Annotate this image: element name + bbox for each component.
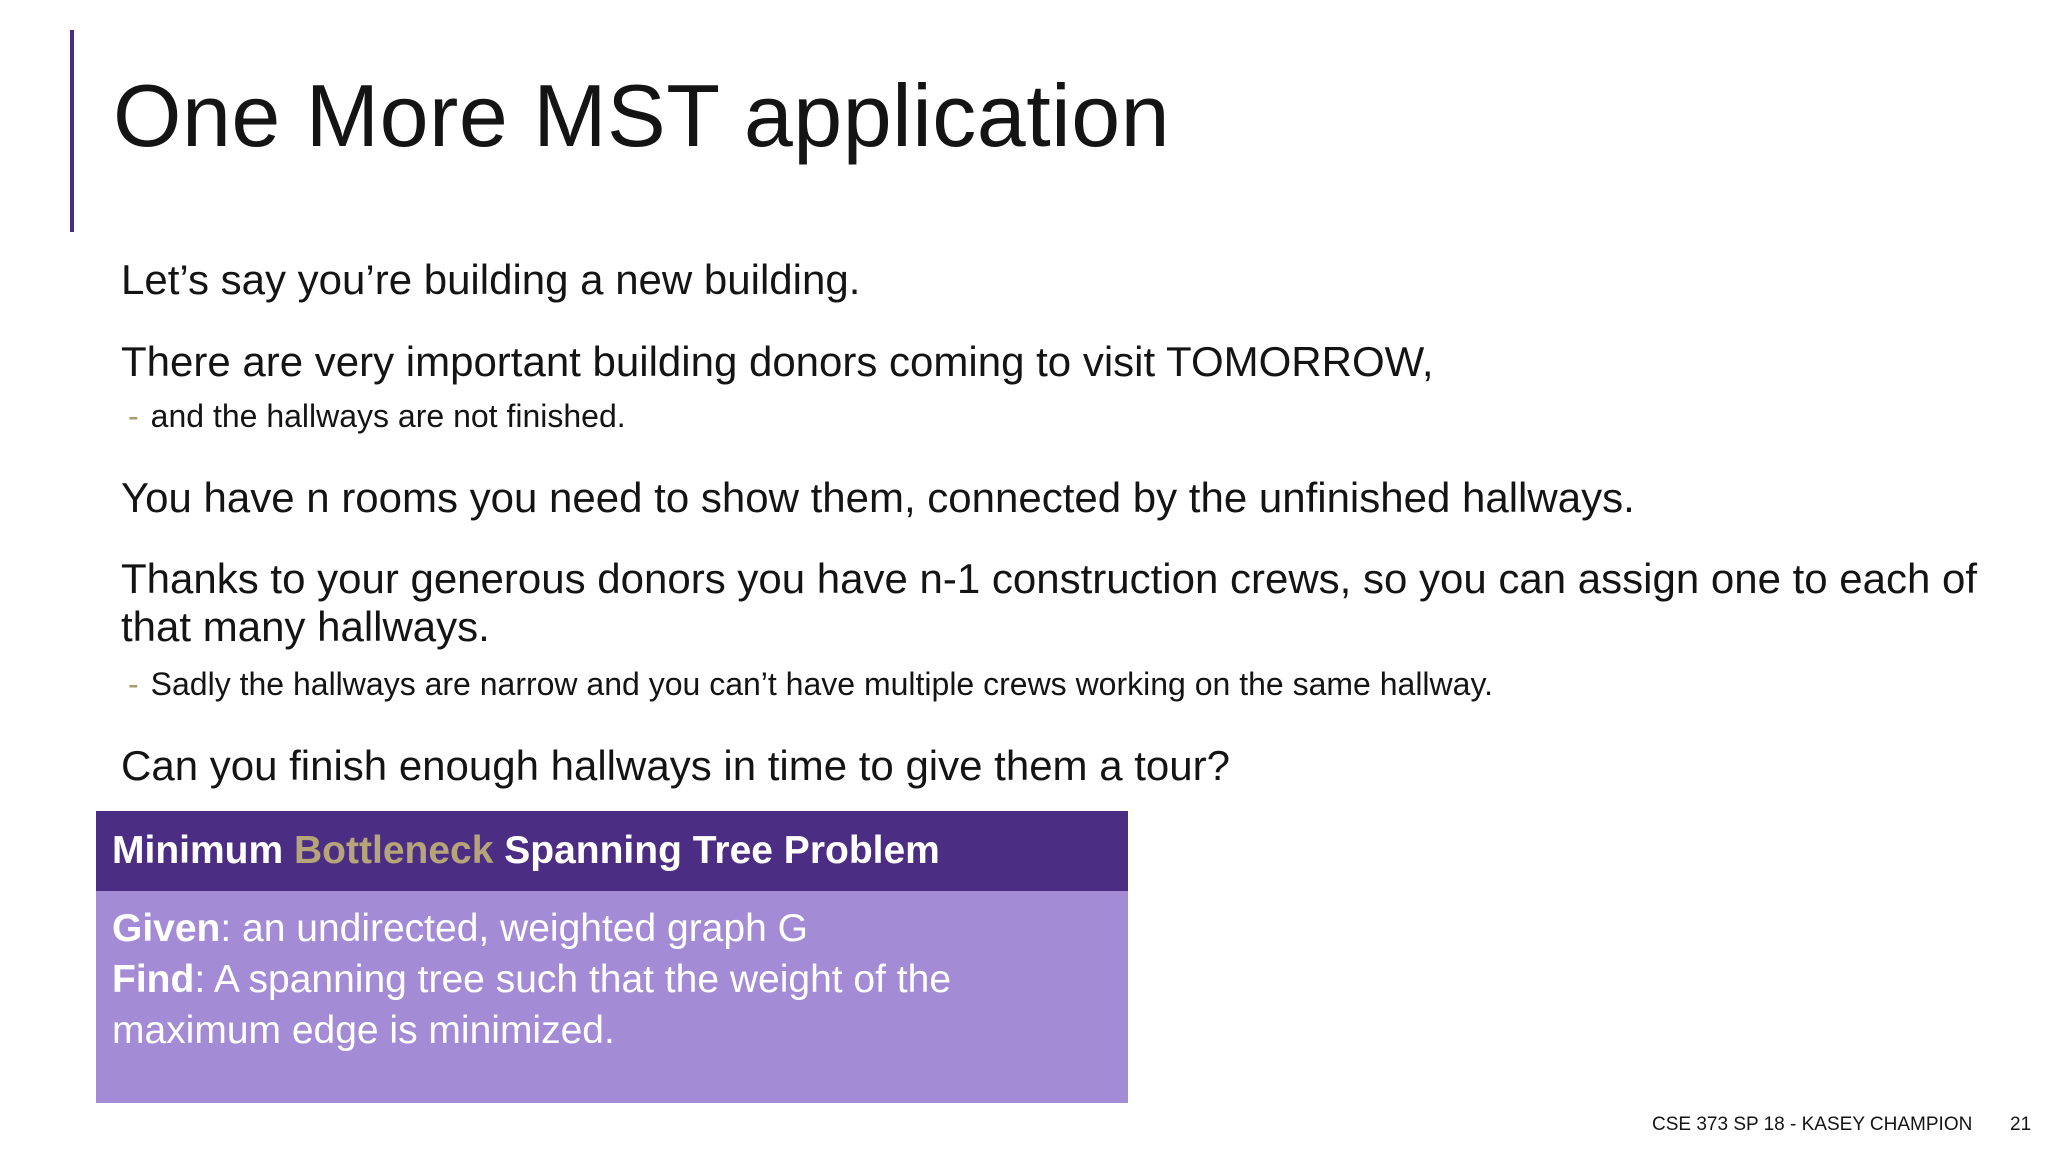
bullet-tour-question: Can you finish enough hallways in time to give them a tour?	[121, 742, 1230, 789]
bullet-building: Let’s say you’re building a new building.	[121, 256, 861, 303]
problem-definition-box	[96, 811, 1128, 1103]
bullet-donors: There are very important building donors coming to visit TOMORROW,	[121, 338, 1434, 385]
find-line	[112, 954, 1112, 1056]
title-accent-bar	[70, 30, 74, 232]
slide-title: One More MST application	[113, 66, 1171, 165]
footer-course: CSE 373 SP 18 - KASEY CHAMPION	[1652, 1114, 1973, 1135]
find-text: : A spanning tree such that the weight of the maximum edge is minimized.	[112, 958, 952, 1052]
problem-title-part3: Spanning Tree Problem	[504, 829, 940, 872]
dash-marker: -	[128, 398, 139, 434]
dash-marker: -	[128, 666, 139, 702]
bullet-crews: Thanks to your generous donors you have n-1 construction crews, so you can assign one to each of that many hallways.	[121, 555, 1978, 650]
sub-bullet-narrow-hallways	[128, 665, 1493, 703]
problem-title	[96, 811, 1128, 891]
sub-bullet-text: and the hallways are not finished.	[150, 398, 626, 434]
problem-body	[96, 891, 1128, 1103]
sub-bullet-text: Sadly the hallways are narrow and you can’t have multiple crews working on the same hallway.	[150, 666, 1493, 702]
sub-bullet-hallways-unfinished	[128, 397, 626, 435]
find-label: Find	[112, 958, 195, 1001]
given-label: Given	[112, 907, 221, 950]
problem-title-part1: Minimum	[112, 829, 284, 872]
problem-title-highlight: Bottleneck	[294, 829, 494, 872]
bullet-rooms: You have n rooms you need to show them, connected by the unfinished hallways.	[121, 474, 1635, 521]
page-number: 21	[2010, 1114, 2032, 1135]
given-text: : an undirected, weighted graph G	[220, 907, 808, 950]
given-line	[112, 903, 1112, 954]
